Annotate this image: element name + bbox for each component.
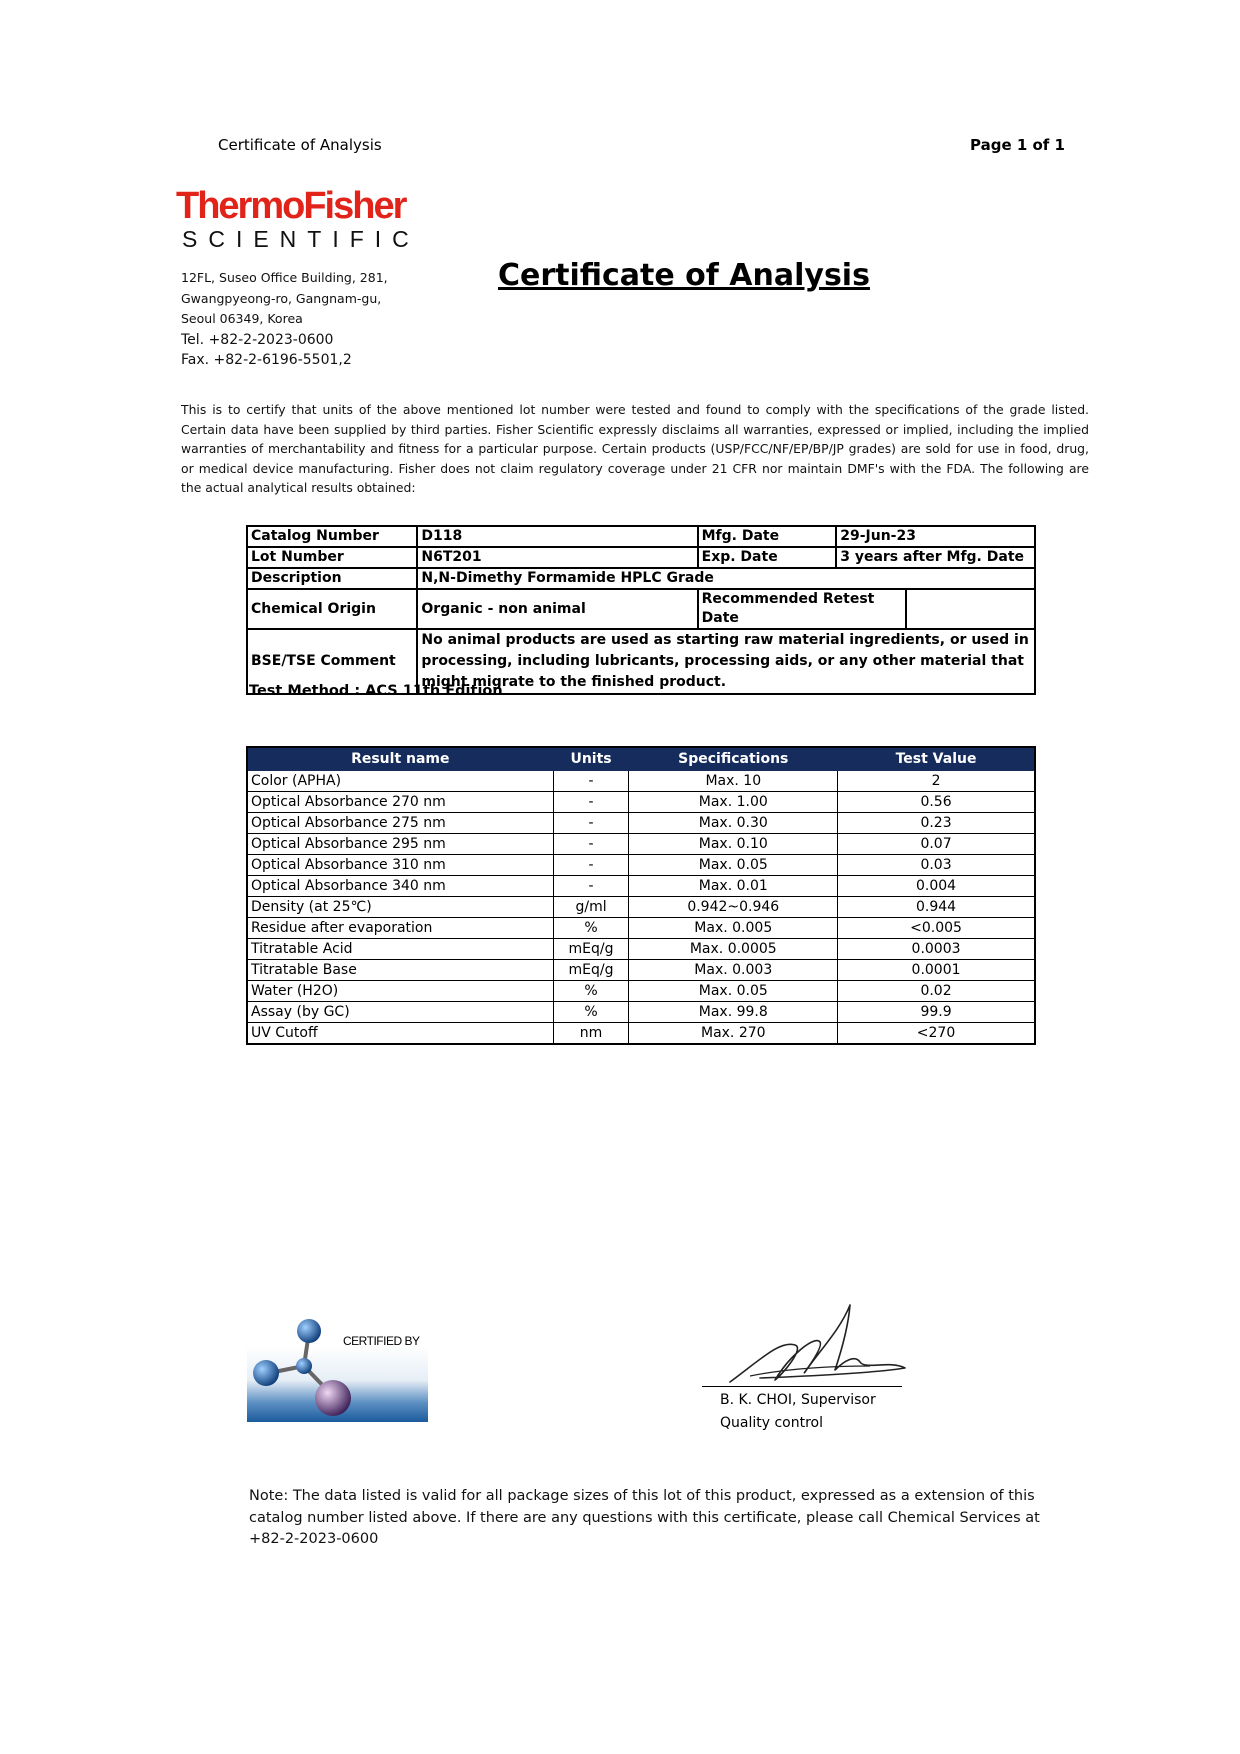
table-row [247,834,1035,855]
result-spec: Max. 0.05 [629,981,838,1002]
table-row [247,855,1035,876]
table-row [247,568,1035,589]
lot-value: N6T201 [417,547,697,568]
description-label: Description [247,568,417,589]
result-units: - [553,855,629,876]
table-row [247,771,1035,792]
result-units: % [553,981,629,1002]
result-spec: Max. 0.30 [629,813,838,834]
result-name: Assay (by GC) [247,1002,553,1023]
result-value: 0.004 [838,876,1035,897]
table-row [247,589,1035,629]
result-value: 0.23 [838,813,1035,834]
product-info-table [246,525,1036,695]
header-title: Certificate of Analysis [218,136,382,154]
result-name: Color (APHA) [247,771,553,792]
result-spec: Max. 1.00 [629,792,838,813]
signatory-role: Quality control [720,1415,824,1431]
result-units: - [553,771,629,792]
result-spec: Max. 0.01 [629,876,838,897]
catalog-value: D118 [417,526,697,547]
table-row [247,792,1035,813]
mfg-date-label: Mfg. Date [698,526,837,547]
result-spec: Max. 0.005 [629,918,838,939]
company-address [181,268,388,371]
logo-subtitle: SCIENTIFIC [182,226,420,252]
result-units: % [553,1002,629,1023]
certified-by-text: CERTIFIED BY [343,1334,420,1348]
result-units: mEq/g [553,939,629,960]
exp-date-label: Exp. Date [698,547,837,568]
result-units: nm [553,1023,629,1045]
result-spec: Max. 10 [629,771,838,792]
document-title: Certificate of Analysis [498,258,870,293]
description-value: N,N-Dimethy Formamide HPLC Grade [417,568,1035,589]
result-value: 0.03 [838,855,1035,876]
result-spec: Max. 0.0005 [629,939,838,960]
table-row [247,960,1035,981]
result-spec: Max. 0.003 [629,960,838,981]
result-name: Optical Absorbance 275 nm [247,813,553,834]
thermofisher-logo [176,186,436,252]
result-units: g/ml [553,897,629,918]
col-header-specifications: Specifications [629,747,838,771]
result-value: 0.0001 [838,960,1035,981]
bse-label: BSE/TSE Comment [247,629,417,694]
result-spec: Max. 270 [629,1023,838,1045]
exp-date-value: 3 years after Mfg. Date [836,547,1035,568]
footer-note: Note: The data listed is valid for all package sizes of this lot of this product, expressed as a extension of this catalog number listed above. If there are any questions with this certificate, please call Chemical Services at +82-2-2023-0600 [249,1488,1040,1547]
certification-statement: This is to certify that units of the above mentioned lot number were tested and found to comply with the specifications of the grade listed. Certain data have been supplied by third parties. Fisher Scientific expressly disclaims all warranties, expressed or implied, including the implied warranties of merchantability and fitness for a particular purpose. Certain products (USP/FCC/NF/EP/BP/JP grades) are sold for use in food, drug, or medical device manufacturing. Fisher does not claim regulatory coverage under 21 CFR nor maintain DMF's with the FDA. The following are the actual analytical results obtained: [181,402,1089,495]
table-row [247,918,1035,939]
mfg-date-value: 29-Jun-23 [836,526,1035,547]
result-name: Density (at 25℃) [247,897,553,918]
result-name: UV Cutoff [247,1023,553,1045]
fax: Fax. +82-2-6196-5501,2 [181,352,352,368]
telephone: Tel. +82-2-2023-0600 [181,331,334,348]
result-spec: Max. 0.05 [629,855,838,876]
col-header-units: Units [553,747,629,771]
address-line-1: 12FL, Suseo Office Building, 281, [181,270,388,285]
lot-label: Lot Number [247,547,417,568]
result-name: Optical Absorbance 310 nm [247,855,553,876]
signature-image [720,1300,910,1390]
table-row [247,876,1035,897]
result-name: Water (H2O) [247,981,553,1002]
result-name: Residue after evaporation [247,918,553,939]
result-units: - [553,813,629,834]
certified-by-badge [247,1316,428,1422]
result-value: 0.0003 [838,939,1035,960]
result-name: Optical Absorbance 270 nm [247,792,553,813]
result-value: 0.56 [838,792,1035,813]
result-units: - [553,792,629,813]
result-value: 2 [838,771,1035,792]
result-name: Titratable Acid [247,939,553,960]
result-units: - [553,834,629,855]
signatory-name: B. K. CHOI, Supervisor [720,1392,876,1408]
table-row [247,526,1035,547]
result-value: 0.07 [838,834,1035,855]
results-table [246,746,1036,1045]
table-row [247,897,1035,918]
result-units: - [553,876,629,897]
table-row [247,939,1035,960]
result-value: 99.9 [838,1002,1035,1023]
result-value: <0.005 [838,918,1035,939]
result-value: 0.944 [838,897,1035,918]
logo-wordmark: ThermoFisher [176,185,406,227]
page-number: Page 1 of 1 [970,136,1065,154]
result-units: % [553,918,629,939]
result-name: Optical Absorbance 295 nm [247,834,553,855]
address-line-3: Seoul 06349, Korea [181,311,303,326]
retest-value [906,589,1035,629]
col-header-result-name: Result name [247,747,553,771]
result-units: mEq/g [553,960,629,981]
results-header-row [247,747,1035,771]
catalog-label: Catalog Number [247,526,417,547]
result-spec: Max. 0.10 [629,834,838,855]
molecule-icon [247,1316,428,1422]
result-value: 0.02 [838,981,1035,1002]
result-name: Optical Absorbance 340 nm [247,876,553,897]
table-row [247,1023,1035,1045]
origin-label: Chemical Origin [247,589,417,629]
table-row [247,981,1035,1002]
address-line-2: Gwangpyeong-ro, Gangnam-gu, [181,290,382,306]
result-spec: 0.942~0.946 [629,897,838,918]
col-header-test-value: Test Value [838,747,1035,771]
test-method: Test Method : ACS 11th Edition [249,683,503,699]
result-name: Titratable Base [247,960,553,981]
signature-line [702,1386,902,1387]
table-row [247,813,1035,834]
result-spec: Max. 99.8 [629,1002,838,1023]
origin-value: Organic - non animal [417,589,697,629]
bse-value: No animal products are used as starting raw material ingredients, or used in processing, including lubricants, processing aids, or any other material that might migrate to the finished product. [417,629,1035,694]
retest-label: Recommended Retest Date [698,589,906,629]
result-value: <270 [838,1023,1035,1045]
table-row [247,547,1035,568]
table-row [247,1002,1035,1023]
